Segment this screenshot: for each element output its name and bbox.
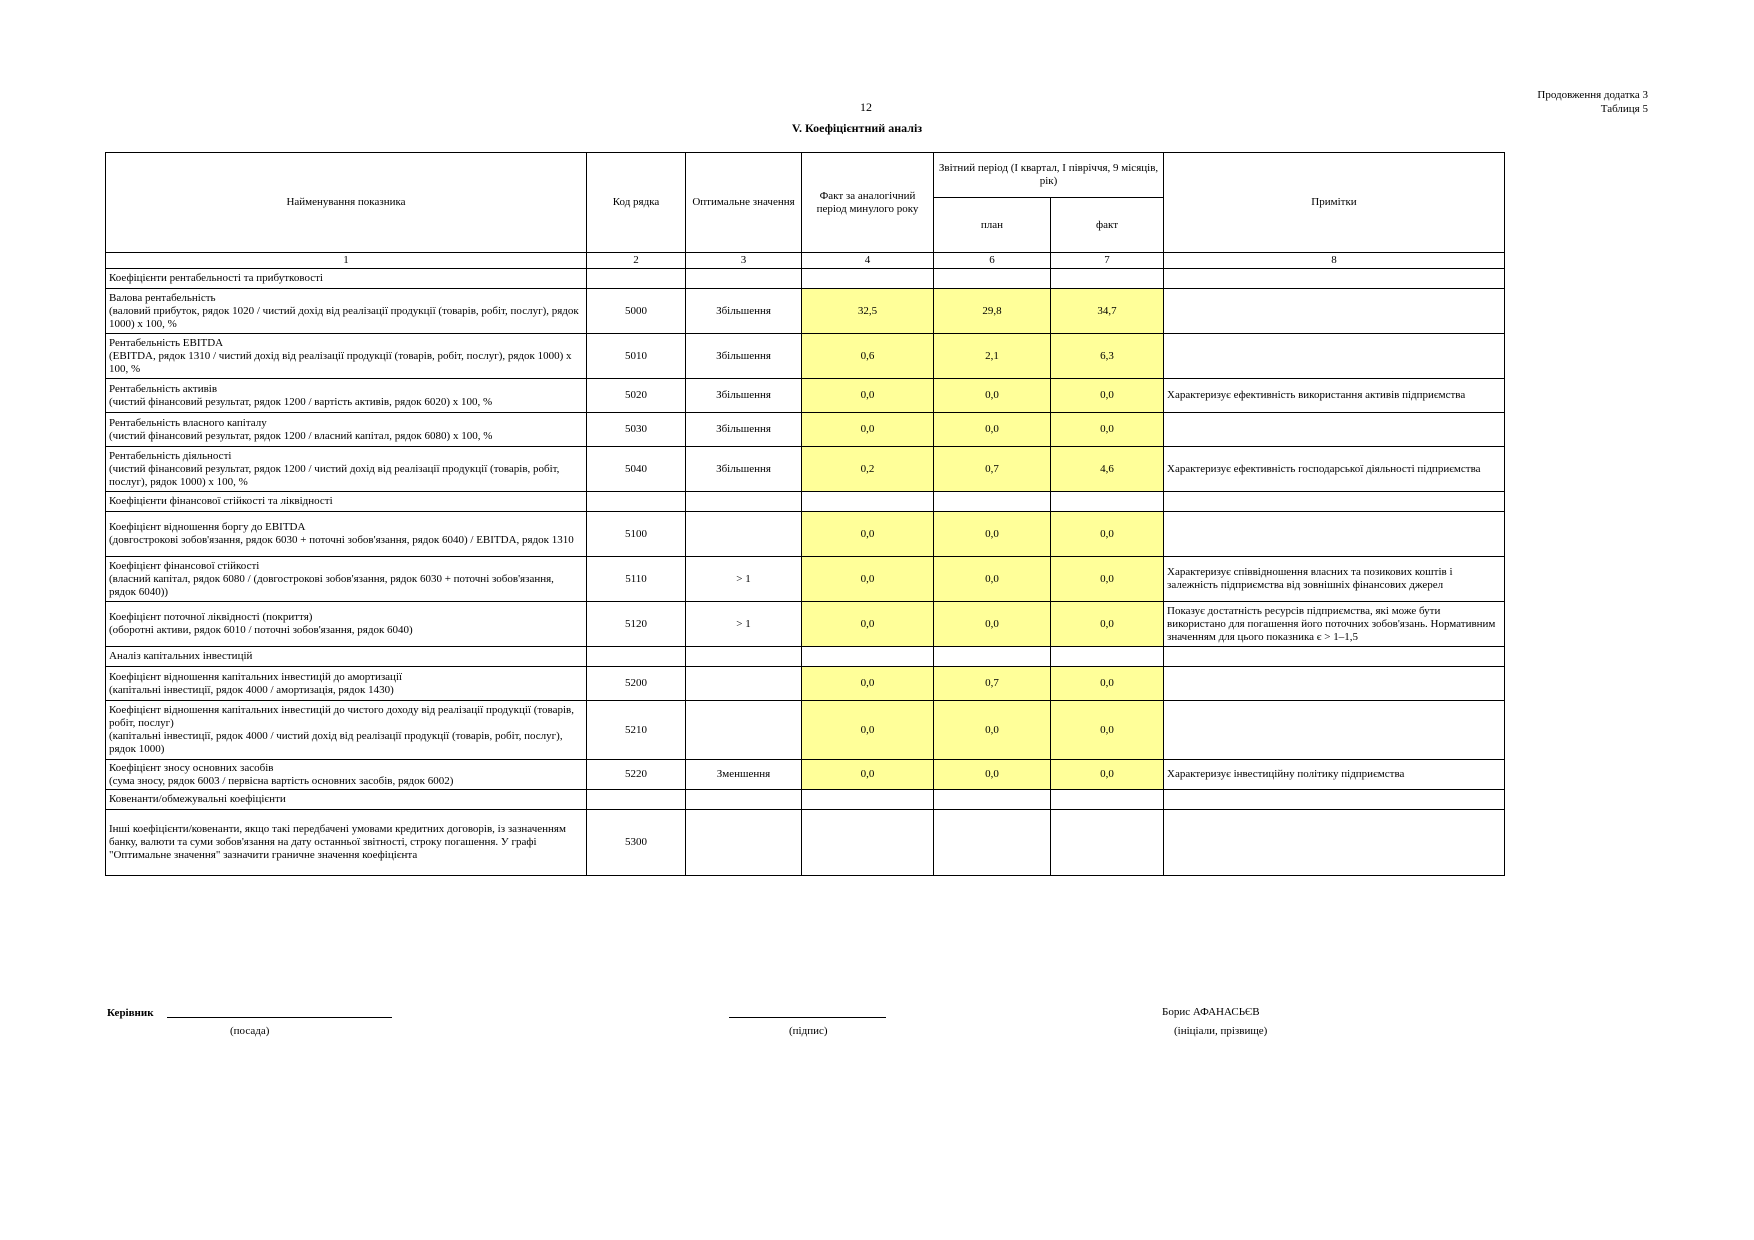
table-row (106, 379, 1505, 413)
row-code: 5040 (587, 447, 686, 492)
note: Характеризує співвідношення власних та позикових коштів і залежність підприємства від зовнішніх фінансових джерел (1164, 557, 1505, 602)
header-plan: план (934, 198, 1051, 253)
section-header-row (106, 269, 1505, 289)
continuation-header (1537, 88, 1648, 116)
section-header-row (106, 790, 1505, 810)
name-caption: (ініціали, прізвище) (1174, 1025, 1268, 1037)
table-row (106, 334, 1505, 379)
note (1164, 667, 1505, 701)
row-code: 5210 (587, 701, 686, 760)
indicator-name: Коефіцієнт зносу основних засобів (сума зносу, рядок 6003 / первісна вартість основних засобів, рядок 6002) (106, 760, 587, 790)
empty-cell (1164, 492, 1505, 512)
optimal-value: Зменшення (686, 760, 802, 790)
row-code: 5120 (587, 602, 686, 647)
row-code: 5030 (587, 413, 686, 447)
section-title-cell: Коефіцієнти фінансової стійкості та ліквідності (106, 492, 587, 512)
prev-year-fact (802, 810, 934, 876)
prev-year-fact: 0,0 (802, 602, 934, 647)
period-plan: 2,1 (934, 334, 1051, 379)
section-title-cell: Коефіцієнти рентабельності та прибутковості (106, 269, 587, 289)
table-row (106, 701, 1505, 760)
prev-year-fact: 0,0 (802, 667, 934, 701)
period-fact: 0,0 (1051, 667, 1164, 701)
prev-year-fact: 0,0 (802, 557, 934, 602)
header-optimal: Оптимальне значення (686, 153, 802, 253)
empty-cell (1164, 790, 1505, 810)
prev-year-fact: 0,0 (802, 379, 934, 413)
col-number: 6 (934, 253, 1051, 269)
note: Характеризує ефективність використання активів підприємства (1164, 379, 1505, 413)
section-title-cell: Аналіз капітальних інвестицій (106, 647, 587, 667)
prev-year-fact: 0,6 (802, 334, 934, 379)
empty-cell (587, 269, 686, 289)
signer-name: Борис АФАНАСЬЄВ (1162, 1006, 1260, 1018)
section-title: V. Коефіцієнтний аналіз (791, 121, 923, 135)
section-header-row (106, 647, 1505, 667)
position-line (167, 1017, 392, 1018)
indicator-name: Рентабельність власного капіталу (чистий фінансовий результат, рядок 1200 / власний капітал, рядок 6080) х 100, % (106, 413, 587, 447)
period-plan: 0,0 (934, 760, 1051, 790)
empty-cell (1164, 647, 1505, 667)
indicator-name: Рентабельність діяльності (чистий фінансовий результат, рядок 1200 / чистий дохід від реалізації продукції (товарів, робіт, послуг), рядок 1000) х 100, % (106, 447, 587, 492)
optimal-value (686, 512, 802, 557)
empty-cell (1164, 269, 1505, 289)
period-fact: 0,0 (1051, 379, 1164, 413)
position-caption: (посада) (230, 1025, 270, 1037)
section-header-row (106, 492, 1505, 512)
empty-cell (934, 492, 1051, 512)
col-number: 4 (802, 253, 934, 269)
prev-year-fact: 32,5 (802, 289, 934, 334)
header-fact: факт (1051, 198, 1164, 253)
table-row (106, 447, 1505, 492)
period-fact: 0,0 (1051, 512, 1164, 557)
header-period: Звітний період (І квартал, І півріччя, 9 місяців, рік) (934, 153, 1164, 198)
continuation-label: Продовження додатка 3 (1537, 89, 1648, 101)
empty-cell (587, 492, 686, 512)
indicator-name: Коефіцієнт відношення капітальних інвестицій до амортизації (капітальні інвестиції, рядок 4000 / амортизація, рядок 1430) (106, 667, 587, 701)
period-plan: 0,0 (934, 413, 1051, 447)
period-fact: 34,7 (1051, 289, 1164, 334)
period-fact: 0,0 (1051, 602, 1164, 647)
note: Характеризує інвестиційну політику підприємства (1164, 760, 1505, 790)
empty-cell (802, 790, 934, 810)
section-title-cell: Ковенанти/обмежувальні коефіцієнти (106, 790, 587, 810)
table-row (106, 760, 1505, 790)
col-number: 7 (1051, 253, 1164, 269)
indicator-name: Коефіцієнт поточної ліквідності (покриття) (оборотні активи, рядок 6010 / поточні зобов'язання, рядок 6040) (106, 602, 587, 647)
header-prev: Факт за аналогічний період минулого року (802, 153, 934, 253)
empty-cell (1051, 269, 1164, 289)
table-row (106, 289, 1505, 334)
note (1164, 289, 1505, 334)
table-row (106, 512, 1505, 557)
row-code: 5300 (587, 810, 686, 876)
column-number-row (106, 253, 1505, 269)
optimal-value: Збільшення (686, 334, 802, 379)
col-number: 3 (686, 253, 802, 269)
prev-year-fact: 0,0 (802, 701, 934, 760)
empty-cell (587, 647, 686, 667)
page-number: 12 (860, 100, 872, 114)
table-body (106, 269, 1505, 876)
period-fact (1051, 810, 1164, 876)
empty-cell (802, 647, 934, 667)
prev-year-fact: 0,2 (802, 447, 934, 492)
period-fact: 0,0 (1051, 413, 1164, 447)
indicator-name: Коефіцієнт відношення капітальних інвестицій до чистого доходу від реалізації продукції (товарів, робіт, послуг) (капітальні інвестиції, рядок 4000 / чистий дохід від реалізації продукції (товарів, робіт, послуг), рядок 1000) (106, 701, 587, 760)
period-plan: 29,8 (934, 289, 1051, 334)
table-row (106, 557, 1505, 602)
col-number: 2 (587, 253, 686, 269)
empty-cell (587, 790, 686, 810)
signature-caption: (підпис) (789, 1025, 828, 1037)
indicator-name: Інші коефіцієнти/ковенанти, якщо такі передбачені умовами кредитних договорів, із зазначенням банку, валюти та суми зобов'язання на дату останньої звітності, строку погашення. У графі "Оптимальне значення" зазначити граничне значення коефіцієнта (106, 810, 587, 876)
indicator-name: Валова рентабельність (валовий прибуток, рядок 1020 / чистий дохід від реалізації продукції (товарів, робіт, послуг), рядок 1000) х 100, % (106, 289, 587, 334)
note (1164, 701, 1505, 760)
head-label: Керівник (107, 1007, 154, 1019)
empty-cell (686, 647, 802, 667)
row-code: 5220 (587, 760, 686, 790)
note (1164, 810, 1505, 876)
optimal-value: Збільшення (686, 289, 802, 334)
note: Показує достатність ресурсів підприємства, які може бути використано для погашення його поточних зобов'язань. Нормативним значенням для цього показника є > 1–1,5 (1164, 602, 1505, 647)
optimal-value: > 1 (686, 602, 802, 647)
indicator-name: Коефіцієнт відношення боргу до EBITDA (довгострокові зобов'язання, рядок 6030 + поточні зобов'язання, рядок 6040) / EBITDA, рядок 1310 (106, 512, 587, 557)
row-code: 5000 (587, 289, 686, 334)
note (1164, 413, 1505, 447)
optimal-value (686, 701, 802, 760)
note: Характеризує ефективність господарської діяльності підприємства (1164, 447, 1505, 492)
prev-year-fact: 0,0 (802, 512, 934, 557)
row-code: 5110 (587, 557, 686, 602)
period-plan: 0,7 (934, 667, 1051, 701)
empty-cell (686, 269, 802, 289)
table-row (106, 413, 1505, 447)
period-plan: 0,0 (934, 557, 1051, 602)
table-row (106, 602, 1505, 647)
header-name: Найменування показника (106, 153, 587, 253)
empty-cell (934, 269, 1051, 289)
period-plan: 0,0 (934, 602, 1051, 647)
optimal-value (686, 810, 802, 876)
optimal-value (686, 667, 802, 701)
empty-cell (934, 647, 1051, 667)
period-fact: 0,0 (1051, 701, 1164, 760)
optimal-value: Збільшення (686, 379, 802, 413)
row-code: 5200 (587, 667, 686, 701)
optimal-value: Збільшення (686, 413, 802, 447)
table-row (106, 810, 1505, 876)
header-notes: Примітки (1164, 153, 1505, 253)
empty-cell (934, 790, 1051, 810)
period-fact: 4,6 (1051, 447, 1164, 492)
period-plan: 0,0 (934, 379, 1051, 413)
empty-cell (686, 492, 802, 512)
table-row (106, 667, 1505, 701)
table-label: Таблиця 5 (1600, 103, 1648, 115)
row-code: 5020 (587, 379, 686, 413)
optimal-value: > 1 (686, 557, 802, 602)
row-code: 5010 (587, 334, 686, 379)
signature-line (729, 1017, 886, 1018)
col-number: 1 (106, 253, 587, 269)
period-plan (934, 810, 1051, 876)
optimal-value: Збільшення (686, 447, 802, 492)
indicator-name: Коефіцієнт фінансової стійкості (власний капітал, рядок 6080 / (довгострокові зобов'язання, рядок 6030 + поточні зобов'язання, рядок 6040)) (106, 557, 587, 602)
indicator-name: Рентабельність EBITDA (EBITDA, рядок 1310 / чистий дохід від реалізації продукції (товарів, робіт, послуг), рядок 1000) х 100, % (106, 334, 587, 379)
period-fact: 0,0 (1051, 557, 1164, 602)
empty-cell (1051, 790, 1164, 810)
empty-cell (802, 492, 934, 512)
period-plan: 0,0 (934, 701, 1051, 760)
period-plan: 0,7 (934, 447, 1051, 492)
header-code: Код рядка (587, 153, 686, 253)
period-plan: 0,0 (934, 512, 1051, 557)
note (1164, 512, 1505, 557)
empty-cell (1051, 647, 1164, 667)
note (1164, 334, 1505, 379)
empty-cell (686, 790, 802, 810)
period-fact: 0,0 (1051, 760, 1164, 790)
prev-year-fact: 0,0 (802, 760, 934, 790)
indicator-name: Рентабельність активів (чистий фінансовий результат, рядок 1200 / вартість активів, рядок 6020) х 100, % (106, 379, 587, 413)
coefficient-table (105, 152, 1505, 876)
col-number: 8 (1164, 253, 1505, 269)
empty-cell (1051, 492, 1164, 512)
period-fact: 6,3 (1051, 334, 1164, 379)
empty-cell (802, 269, 934, 289)
prev-year-fact: 0,0 (802, 413, 934, 447)
row-code: 5100 (587, 512, 686, 557)
